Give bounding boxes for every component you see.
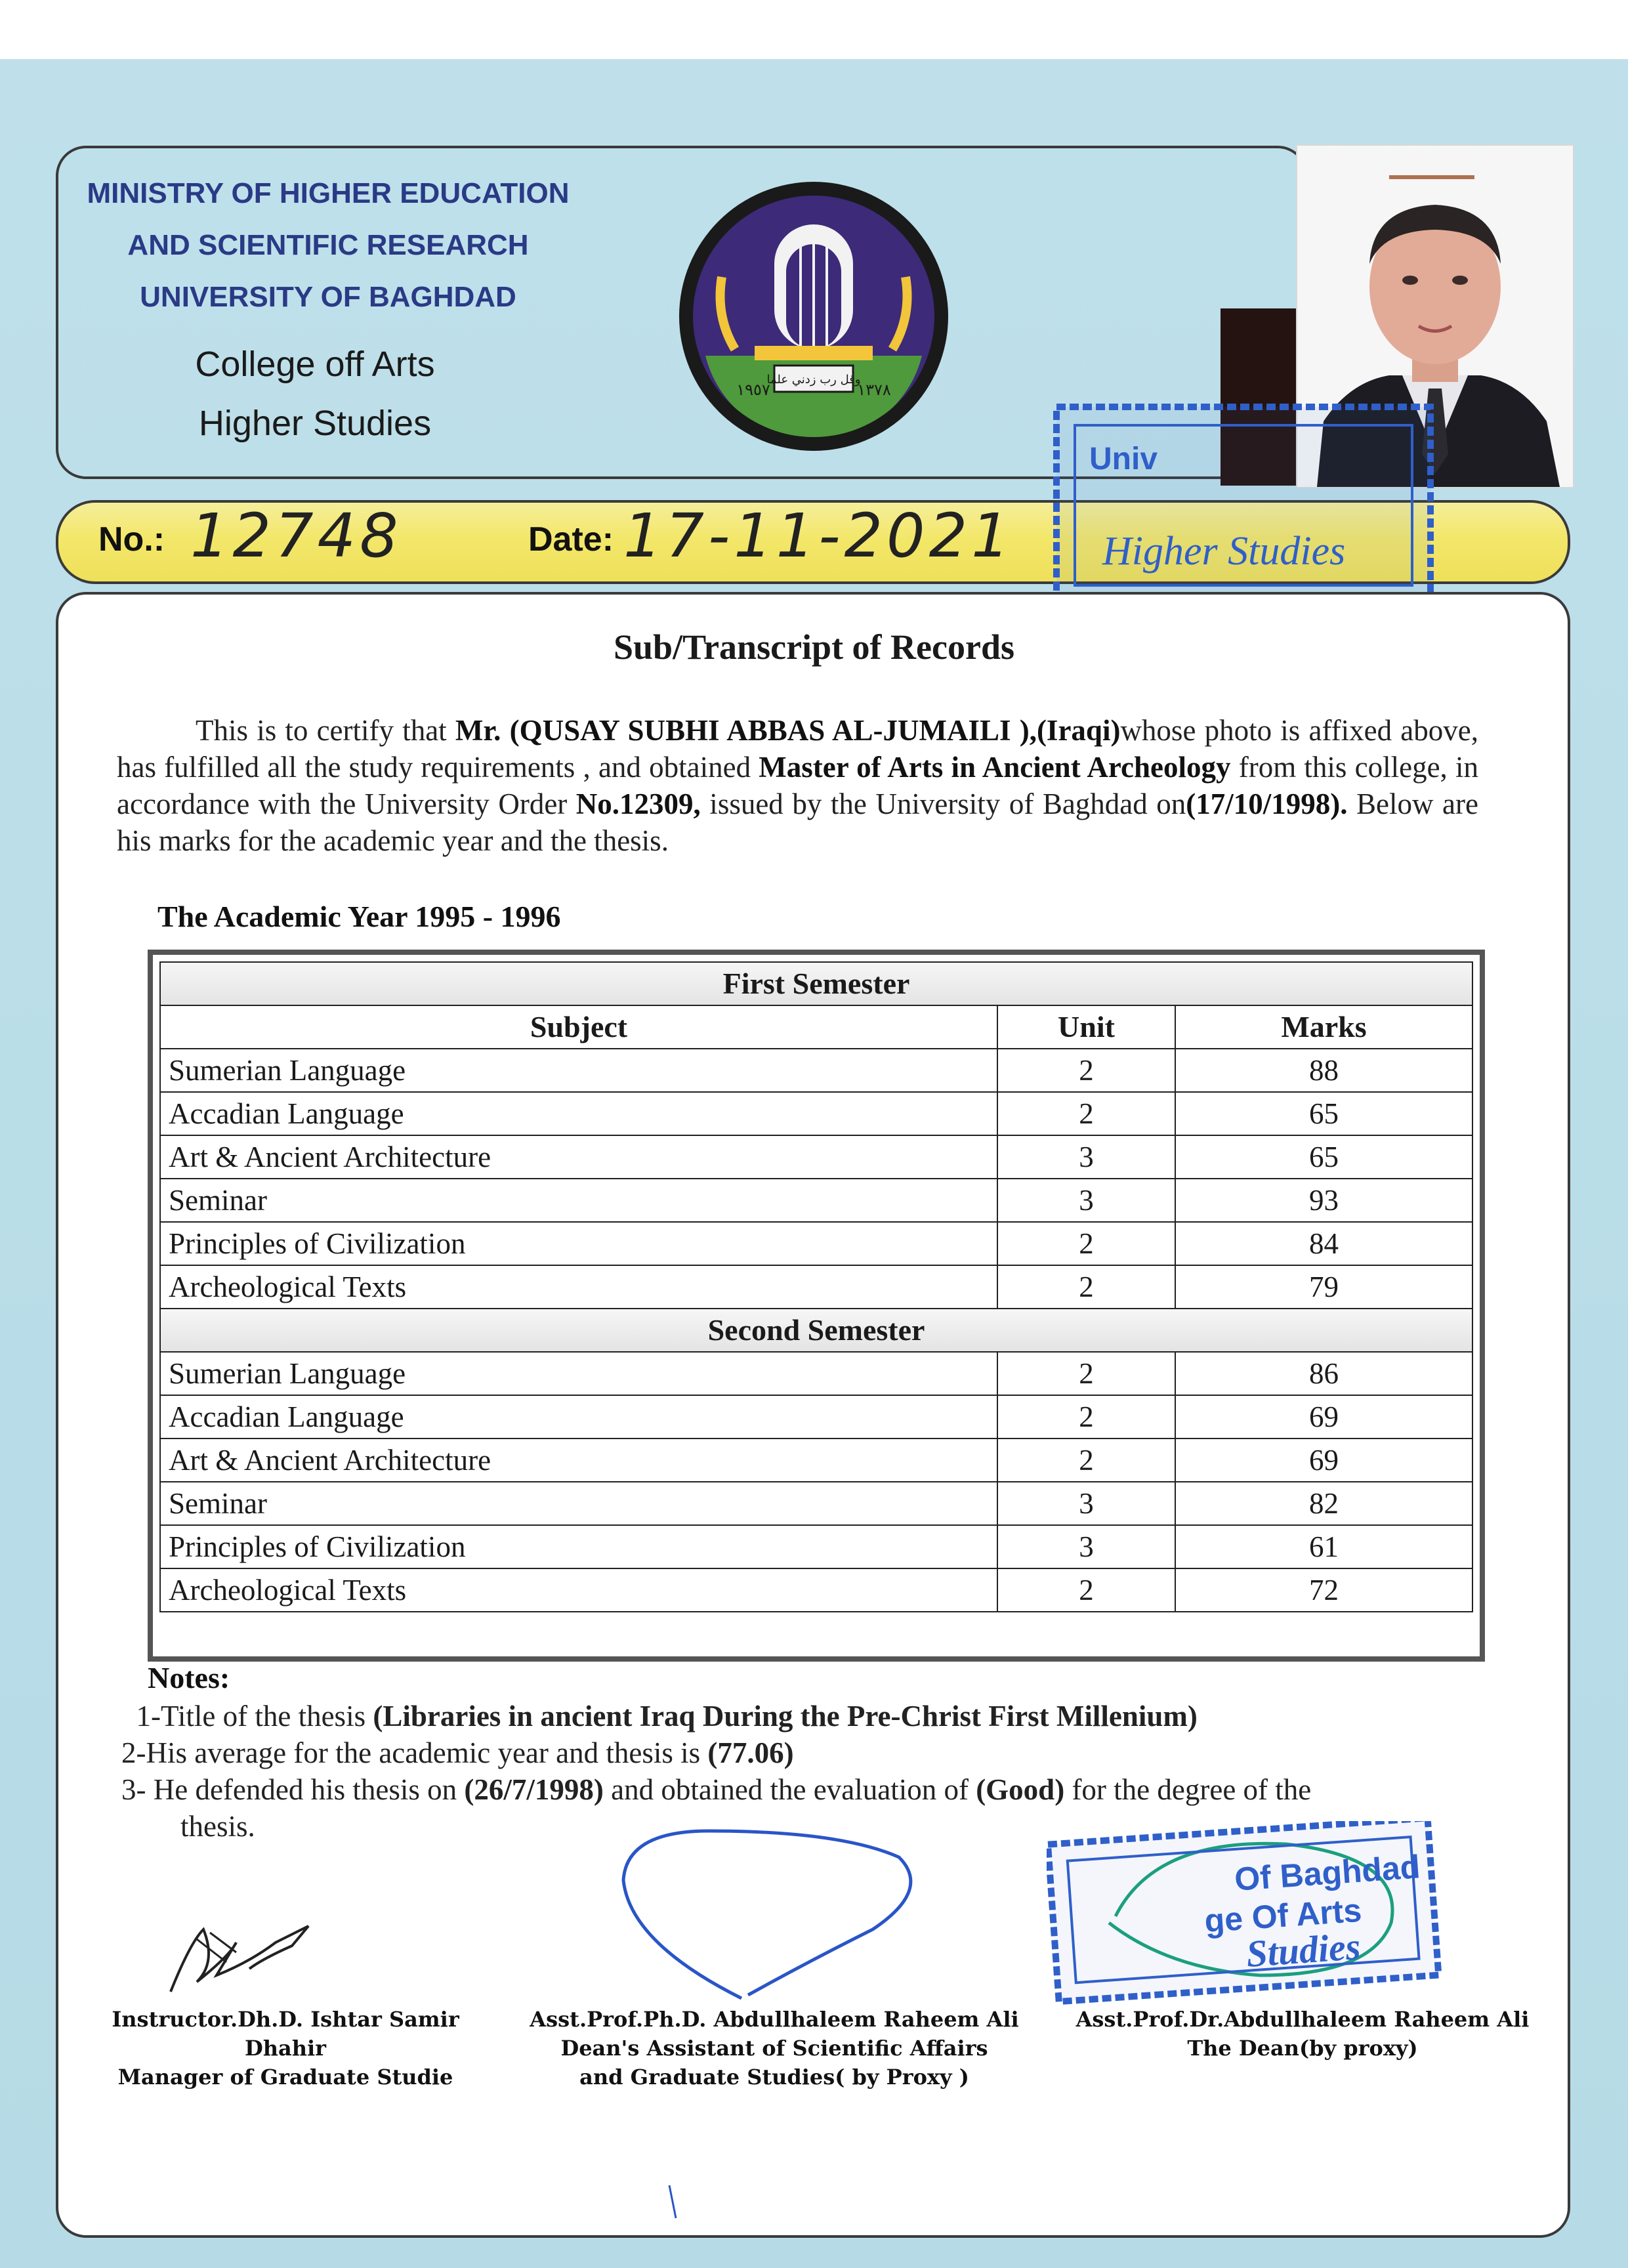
first-semester-heading: First Semester [160,962,1472,1005]
subject-cell: Sumerian Language [160,1049,997,1092]
subject-cell: Accadian Language [160,1395,997,1438]
stamp-bottom-studies: Studies [1245,1924,1362,1975]
marks-cell: 79 [1175,1265,1472,1309]
reference-number-value: 12748 [190,501,402,571]
subject-cell: Sumerian Language [160,1352,997,1395]
stamp-top-university: Univ [1089,442,1158,476]
stamp-bottom-arts: ge Of Arts [1203,1891,1363,1940]
unit-cell: 2 [997,1568,1175,1612]
unit-cell: 2 [997,1092,1175,1135]
dean-title: The Dean(by proxy) [1187,2036,1418,2061]
college-name: College off Arts [195,345,435,384]
cert-text-5: Below are his marks for the academic year and the thesis. [117,788,1478,857]
university-order-number: No.12309, [575,788,701,820]
subject-cell: Principles of Civilization [160,1525,997,1568]
unit-cell: 2 [997,1352,1175,1395]
marks-cell: 84 [1175,1222,1472,1265]
subject-cell: Accadian Language [160,1092,997,1135]
unit-cell: 2 [997,1265,1175,1309]
marks-column-header: Marks [1175,1005,1472,1049]
cert-text-2: whose photo is affixed above, has fulfilled all the study requirements , and obtained [117,714,1478,784]
signature-dean [1053,2005,1552,2063]
unit-cell: 3 [997,1179,1175,1222]
marks-cell: 72 [1175,1568,1472,1612]
marks-cell: 65 [1175,1135,1472,1179]
note-3-label: 3- He defended his thesis on [121,1773,465,1806]
unit-column-header: Unit [997,1005,1175,1049]
ministry-line-3: UNIVERSITY OF BAGHDAD [140,281,516,313]
unit-cell: 3 [997,1482,1175,1525]
unit-cell: 2 [997,1222,1175,1265]
marks-cell: 65 [1175,1092,1472,1135]
marks-cell: 82 [1175,1482,1472,1525]
seal-year-left: ١٩٥٧ [736,381,770,399]
cert-text-3: from this college, in accordance with the University Order [117,751,1478,820]
stamp-bottom-baghdad: Of Baghdad [1233,1848,1421,1898]
degree-name: Master of Arts in Ancient Archeology [759,751,1231,784]
marks-cell: 86 [1175,1352,1472,1395]
college-of-arts-stamp-bottom [1047,1821,1444,2005]
seal-motto: وقل رب زدني علما [766,373,861,387]
signature-deans-assistant [518,2005,1030,2091]
student-name: Mr. (QUSAY SUBHI ABBAS AL-JUMAILI ),(Iraqi) [455,714,1121,747]
ministry-line-2: AND SCIENTIFIC RESEARCH [127,229,529,261]
unit-cell: 3 [997,1135,1175,1179]
marks-cell: 61 [1175,1525,1472,1568]
issue-date-value: 17-11-2021 [623,501,1014,571]
subject-cell: Art & Ancient Architecture [160,1135,997,1179]
note-3-continuation: thesis. [180,1810,255,1843]
subject-cell: Archeological Texts [160,1568,997,1612]
document-title: Sub/Transcript of Records [613,627,1014,667]
issue-date-label: Date: [528,520,614,558]
marks-cell: 88 [1175,1049,1472,1092]
marks-cell: 69 [1175,1438,1472,1482]
ministry-line-1: MINISTRY OF HIGHER EDUCATION [87,177,570,209]
marks-cell: 69 [1175,1395,1472,1438]
signature-instructor [79,2005,492,2091]
reference-number-label: No.: [98,520,165,558]
unit-cell: 2 [997,1395,1175,1438]
unit-cell: 2 [997,1438,1175,1482]
subject-cell: Seminar [160,1482,997,1525]
marks-cell: 93 [1175,1179,1472,1222]
defense-date: (26/7/1998) [464,1773,604,1806]
instructor-title: Manager of Graduate Studie [117,2065,453,2090]
deans-assistant-title: Dean's Assistant of Scientific Affairs [560,2036,988,2061]
cert-intro: This is to certify that [196,714,455,747]
note-2-label: 2-His average for the academic year and thesis is [121,1736,708,1769]
note-3-text: and obtained the evaluation of [603,1773,976,1806]
thesis-title: (Libraries in ancient Iraq During the Pre-Christ First Millenium) [373,1700,1198,1732]
evaluation-grade: (Good) [976,1773,1065,1806]
subject-cell: Archeological Texts [160,1265,997,1309]
subject-column-header: Subject [160,1005,997,1049]
seal-year-right: ١٣٧٨ [857,381,891,399]
notes-heading: Notes: [148,1661,230,1694]
subject-cell: Art & Ancient Architecture [160,1438,997,1482]
department-name: Higher Studies [198,404,432,443]
unit-cell: 3 [997,1525,1175,1568]
cert-text-4: issued by the University of Baghdad on [700,788,1186,820]
dean-name: Asst.Prof.Dr.Abdullhaleem Raheem Ali [1075,2007,1530,2032]
unit-cell: 2 [997,1049,1175,1092]
average-value: (77.06) [707,1736,794,1769]
deans-assistant-name: Asst.Prof.Ph.D. Abdullhaleem Raheem Ali [530,2007,1019,2032]
order-date: (17/10/1998). [1186,788,1348,820]
deans-assistant-title-2: and Graduate Studies( by Proxy ) [579,2065,969,2090]
academic-year-heading: The Academic Year 1995 - 1996 [157,900,561,933]
note-1-label: 1-Title of the thesis [136,1700,373,1732]
note-3-suffix: for the degree of the [1064,1773,1312,1806]
stamp-top-studies: Higher Studies [1102,529,1346,574]
subject-cell: Seminar [160,1179,997,1222]
instructor-name: Instructor.Dh.D. Ishtar Samir Dhahir [112,2007,459,2061]
subject-cell: Principles of Civilization [160,1222,997,1265]
second-semester-heading: Second Semester [160,1309,1472,1352]
